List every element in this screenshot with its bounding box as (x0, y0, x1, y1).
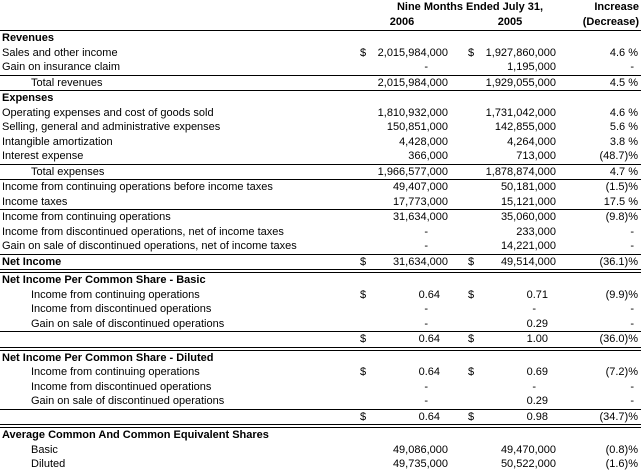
value-2005: 14,221,000 (500, 240, 556, 252)
value-2005: 0.98 (526, 410, 548, 423)
table-row (0, 164, 641, 181)
value-2005: 35,060,000 (500, 211, 556, 223)
value-2006: 2,015,984,000 (377, 46, 448, 59)
value-2005: 49,470,000 (500, 443, 556, 456)
row-label: Basic (31, 443, 58, 456)
value-2006: - (424, 240, 428, 252)
period-header-label: Nine Months Ended July 31, (396, 1, 544, 13)
table-row (0, 195, 641, 211)
value-2005: 49,514,000 (500, 255, 556, 268)
row-label: Income from continuing operations before income taxes (2, 181, 273, 193)
table-row (0, 365, 641, 380)
year-2005-header: 2005 (497, 16, 523, 28)
table-row (0, 75, 641, 92)
value-2005: - (532, 380, 536, 393)
percent-change: (36.0)% (599, 333, 638, 345)
value-2005: 713,000 (516, 150, 556, 162)
value-2006: - (424, 317, 428, 330)
table-row (0, 302, 641, 317)
value-2006: 49,407,000 (392, 181, 448, 193)
value-2005: 0.71 (526, 288, 548, 301)
value-2005: 0.69 (526, 366, 548, 378)
value-2006: 366,000 (408, 150, 448, 162)
row-label: Income from continuing operations (2, 211, 171, 223)
value-2005: 1,927,860,000 (485, 46, 556, 59)
table-row (0, 317, 641, 332)
dollar-sign-2006: $ (359, 333, 367, 345)
percent-change: 3.8 % (609, 135, 638, 148)
value-2006: 1,810,932,000 (377, 106, 448, 119)
row-label: Total revenues (31, 76, 103, 89)
percent-change: (1.6)% (605, 458, 638, 470)
value-2005: 1.00 (526, 333, 548, 345)
dollar-sign-2006: $ (359, 288, 367, 301)
dollar-sign-2006: $ (359, 255, 367, 268)
percent-change: (36.1)% (599, 255, 638, 268)
table-row (0, 149, 641, 164)
percent-change: (9.8)% (605, 211, 638, 223)
year-2006-header: 2006 (389, 16, 415, 28)
table-row (0, 225, 641, 240)
header-row-years (0, 15, 641, 30)
row-label: Income from continuing operations (31, 288, 200, 301)
percent-change: 5.6 % (609, 121, 638, 133)
dollar-sign-2005: $ (467, 255, 475, 268)
row-label: Gain on sale of discontinued operations, net of income taxes (2, 240, 297, 252)
percent-change: - (630, 225, 634, 238)
percent-change: 4.6 % (609, 46, 638, 59)
value-2006: - (424, 61, 428, 73)
table-row (0, 91, 641, 106)
value-2006: 0.64 (418, 288, 440, 301)
dollar-sign-2005: $ (467, 366, 475, 378)
value-2005: 1,731,042,000 (485, 106, 556, 119)
value-2005: 4,264,000 (507, 135, 556, 148)
row-label: Gain on sale of discontinued operations (31, 317, 225, 330)
table-row (0, 351, 641, 366)
row-label: Diluted (31, 458, 66, 470)
percent-change: 4.7 % (609, 165, 638, 178)
value-2005: 1,929,055,000 (485, 76, 556, 89)
value-2005: 50,522,000 (500, 458, 556, 470)
row-label: Income from discontinued operations, net of income taxes (2, 225, 284, 238)
value-2006: 2,015,984,000 (377, 76, 448, 89)
row-label: Intangible amortization (2, 135, 113, 148)
row-label: Average Common And Common Equivalent Shares (2, 429, 269, 441)
dollar-sign-2006: $ (359, 46, 367, 59)
value-2005: 233,000 (516, 225, 556, 238)
percent-change: 17.5 % (603, 195, 638, 208)
table-row (0, 60, 641, 75)
dollar-sign-2005: $ (467, 410, 475, 423)
value-2005: 15,121,000 (500, 195, 556, 208)
row-label: Income from discontinued operations (31, 303, 212, 315)
value-2006: 4,428,000 (399, 135, 448, 148)
table-row (0, 409, 641, 425)
table-row (0, 380, 641, 395)
table-row (0, 46, 641, 61)
percent-change: (7.2)% (605, 366, 638, 378)
value-2006: 0.64 (418, 333, 440, 345)
row-label: Net Income (2, 255, 62, 268)
percent-change: - (630, 240, 634, 252)
value-2006: 150,851,000 (386, 121, 448, 133)
percent-change: - (630, 303, 634, 315)
table-row (0, 31, 641, 46)
dollar-sign-2005: $ (467, 333, 475, 345)
table-header (0, 0, 641, 31)
value-2006: 31,634,000 (392, 255, 448, 268)
table-row (0, 288, 641, 303)
row-label: Income from continuing operations (31, 366, 200, 378)
row-label: Gain on insurance claim (2, 61, 121, 73)
value-2006: 0.64 (418, 366, 440, 378)
value-2006: 49,086,000 (392, 443, 448, 456)
percent-change: 4.5 % (609, 76, 638, 89)
dollar-sign-2005: $ (467, 46, 475, 59)
percent-change: (48.7)% (599, 150, 638, 162)
table-row (0, 428, 641, 443)
row-label: Operating expenses and cost of goods sold (2, 106, 214, 119)
row-label: Gain on sale of discontinued operations (31, 395, 225, 407)
dollar-sign-2006: $ (359, 366, 367, 378)
table-row (0, 135, 641, 150)
table-row (0, 254, 641, 270)
percent-change: - (630, 317, 634, 330)
table-body (0, 31, 641, 472)
value-2006: 0.64 (418, 410, 440, 423)
percent-change: (9.9)% (605, 288, 638, 301)
row-label: Sales and other income (2, 46, 118, 59)
value-2005: 50,181,000 (500, 181, 556, 193)
row-label: Total expenses (31, 165, 105, 178)
value-2006: - (424, 395, 428, 407)
value-2006: 1,966,577,000 (377, 165, 448, 178)
table-row (0, 394, 641, 409)
dollar-sign-2006: $ (359, 410, 367, 423)
value-2005: 142,855,000 (494, 121, 556, 133)
row-label: Interest expense (2, 150, 84, 162)
table-row (0, 106, 641, 121)
percent-change: - (630, 61, 634, 73)
value-2005: 1,195,000 (507, 61, 556, 73)
row-label: Selling, general and administrative expenses (2, 121, 221, 133)
value-2005: 1,878,874,000 (485, 165, 556, 178)
row-label: Income from discontinued operations (31, 380, 212, 393)
table-row (0, 331, 641, 347)
percent-change: 4.6 % (609, 106, 638, 119)
table-row (0, 273, 641, 288)
row-label: Expenses (2, 92, 54, 104)
header-row-period (0, 0, 641, 15)
table-row (0, 443, 641, 458)
value-2006: 17,773,000 (392, 195, 448, 208)
percent-change: (34.7)% (599, 410, 638, 423)
percent-change: (1.5)% (605, 181, 638, 193)
row-label: Income taxes (2, 195, 68, 208)
decrease-header-label: (Decrease) (582, 16, 639, 28)
table-row (0, 457, 641, 472)
value-2006: - (424, 380, 428, 393)
percent-change: - (630, 395, 634, 407)
dollar-sign-2005: $ (467, 288, 475, 301)
value-2005: 0.29 (526, 317, 548, 330)
percent-change: (0.8)% (605, 443, 638, 456)
row-label: Net Income Per Common Share - Diluted (2, 351, 214, 364)
percent-change: - (630, 380, 634, 393)
table-row (0, 120, 641, 135)
value-2005: 0.29 (526, 395, 548, 407)
value-2006: 31,634,000 (392, 211, 448, 223)
value-2006: - (424, 225, 428, 238)
table-row (0, 210, 641, 225)
table-row (0, 180, 641, 195)
value-2005: - (532, 303, 536, 315)
row-label: Revenues (2, 32, 54, 44)
table-row (0, 239, 641, 254)
row-label: Net Income Per Common Share - Basic (2, 274, 206, 286)
value-2006: 49,735,000 (392, 458, 448, 470)
increase-header-label: Increase (594, 1, 639, 13)
value-2006: - (424, 303, 428, 315)
